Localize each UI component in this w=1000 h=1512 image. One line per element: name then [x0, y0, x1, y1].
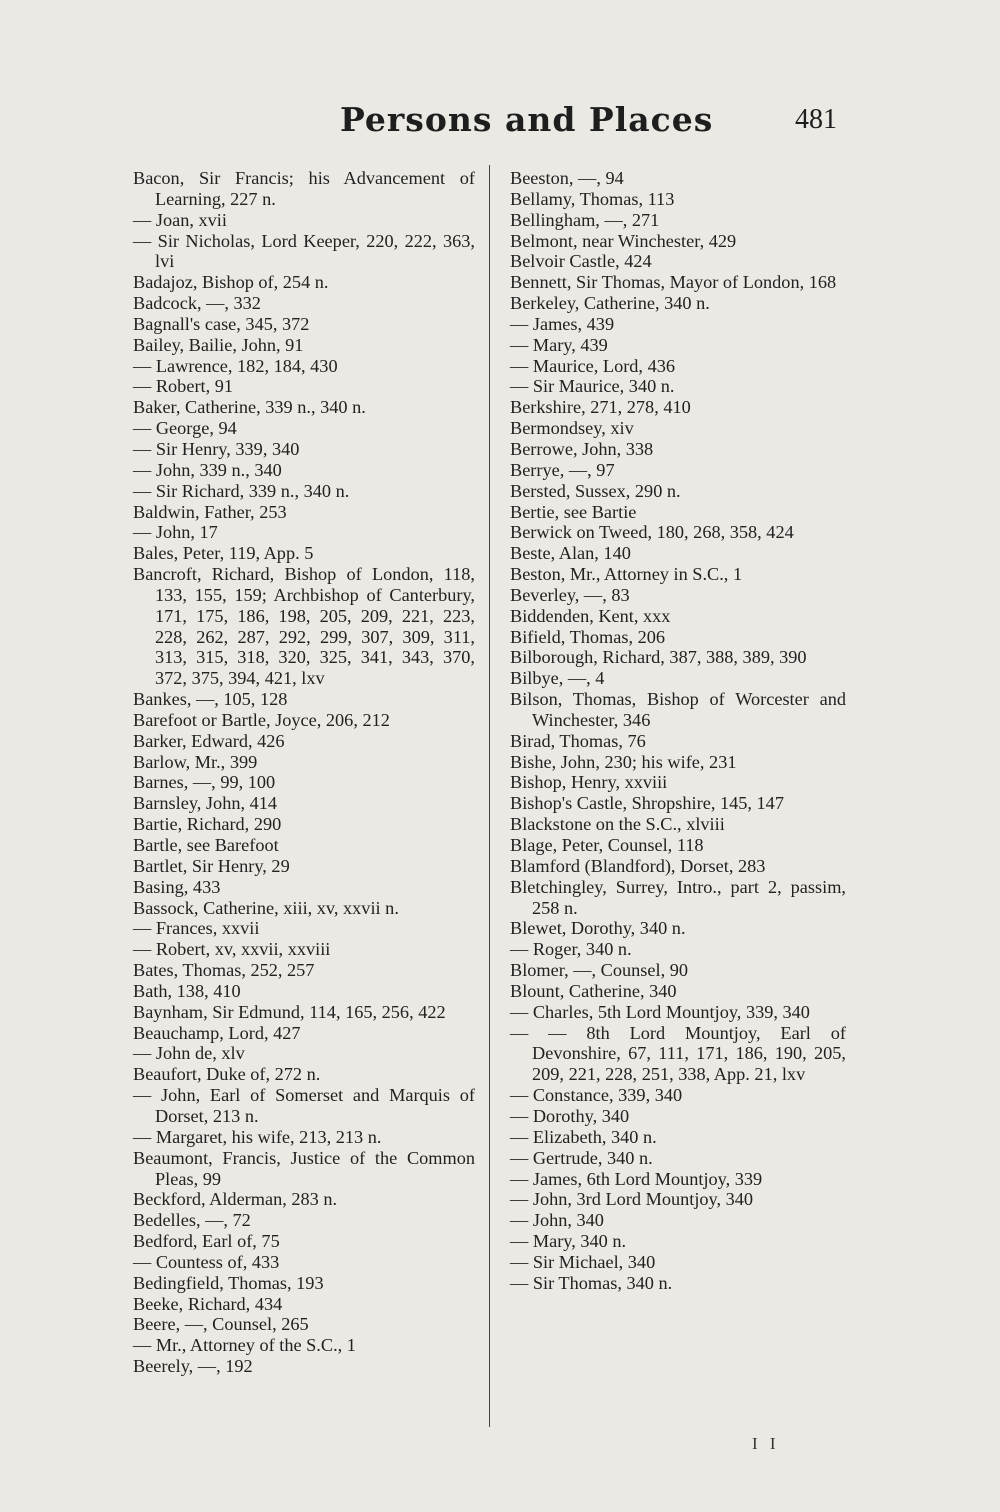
index-entry	[510, 856, 846, 877]
index-entry	[133, 689, 475, 710]
index-entry-text: — Constance, 339, 340	[510, 1085, 683, 1106]
index-entry-text: — Elizabeth, 340 n.	[510, 1126, 657, 1147]
index-entry-text: — Robert, 91	[133, 376, 234, 397]
index-entry-text: Birad, Thomas, 76	[510, 730, 646, 751]
index-entry-text: — John, 339 n., 340	[133, 459, 282, 480]
index-entry-text: — Sir Thomas, 340 n.	[510, 1272, 673, 1293]
index-entry	[510, 231, 846, 252]
index-entry	[510, 731, 846, 752]
index-entry	[133, 210, 475, 231]
index-entry	[133, 814, 475, 835]
index-entry	[133, 1210, 475, 1231]
index-entry	[133, 314, 475, 335]
index-entry	[133, 981, 475, 1002]
index-entry-text: Baynham, Sir Edmund, 114, 165, 256, 422	[133, 1001, 446, 1022]
index-entry-text: Bancroft, Richard, Bishop of London, 118, 133, 155, 159; Archbishop of Canterbury, 171, 175, 186, 198, 205, 209, 221, 223, 228, 262, 287, 292, 299, 307, 309, 311, 313, 315, 318, 320, 325, 341, 343, 370, 372, 375, 394, 421, lxv	[133, 564, 475, 689]
index-entry-text: Barlow, Mr., 399	[133, 751, 258, 772]
index-column-right	[510, 168, 846, 1294]
index-entry-text: Beston, Mr., Attorney in S.C., 1	[510, 564, 743, 585]
index-entry	[510, 877, 846, 919]
index-entry	[133, 1043, 475, 1064]
index-entry	[510, 356, 846, 377]
index-entry-text: Barker, Edward, 426	[133, 730, 285, 751]
index-entry-text: — James, 6th Lord Mountjoy, 339	[510, 1168, 763, 1189]
index-entry	[510, 272, 846, 293]
index-entry-text: Bedingfield, Thomas, 193	[133, 1272, 324, 1293]
index-entry	[133, 460, 475, 481]
index-entry-text: — James, 439	[510, 313, 615, 334]
index-entry	[510, 210, 846, 231]
signature-mark: I I	[752, 1434, 780, 1453]
index-entry-text: Bartie, Richard, 290	[133, 814, 282, 835]
index-entry	[510, 564, 846, 585]
index-entry	[133, 1356, 475, 1377]
index-entry-text: Bacon, Sir Francis; his Advancement of Learning, 227 n.	[133, 168, 475, 209]
index-entry	[510, 835, 846, 856]
index-entry	[510, 1148, 846, 1169]
index-entry	[510, 439, 846, 460]
index-entry-text: Beeston, —, 94	[510, 168, 624, 188]
index-entry-text: Badajoz, Bishop of, 254 n.	[133, 272, 329, 293]
index-entry	[510, 1085, 846, 1106]
index-entry-text: Berwick on Tweed, 180, 268, 358, 424	[510, 522, 794, 543]
page-number: 481	[795, 104, 837, 135]
index-entry	[133, 293, 475, 314]
index-entry	[133, 1252, 475, 1273]
index-entry	[133, 418, 475, 439]
index-entry-text: Beckford, Alderman, 283 n.	[133, 1189, 338, 1210]
index-entry	[133, 960, 475, 981]
index-entry-text: Barnes, —, 99, 100	[133, 772, 276, 793]
index-entry-text: Beauchamp, Lord, 427	[133, 1022, 301, 1043]
index-entry-text: Berrye, —, 97	[510, 459, 615, 480]
index-entry-text: Bersted, Sussex, 290 n.	[510, 480, 681, 501]
index-entry-text: Bilbye, —, 4	[510, 668, 605, 689]
index-entry-text: Bishop's Castle, Shropshire, 145, 147	[510, 793, 784, 814]
index-entry-text: — Sir Michael, 340	[510, 1251, 656, 1272]
index-entry-text: — Mary, 439	[510, 334, 608, 355]
index-entry	[133, 376, 475, 397]
index-entry	[510, 918, 846, 939]
index-entry-text: — George, 94	[133, 418, 237, 439]
index-entry-text: Basing, 433	[133, 876, 221, 897]
index-entry	[510, 606, 846, 627]
index-entry-text: — Mary, 340 n.	[510, 1231, 627, 1252]
index-entry-text: Bath, 138, 410	[133, 980, 241, 1001]
index-entry	[133, 1294, 475, 1315]
index-entry	[510, 251, 846, 272]
index-entry	[133, 1314, 475, 1335]
index-entry-text: — Frances, xxvii	[133, 918, 260, 939]
index-entry	[510, 1231, 846, 1252]
index-entry	[133, 1335, 475, 1356]
index-entry-text: Blomer, —, Counsel, 90	[510, 960, 689, 981]
index-entry-text: Bartle, see Barefoot	[133, 835, 279, 855]
index-entry-text: — Robert, xv, xxvii, xxviii	[133, 939, 331, 960]
index-entry-text: Bennett, Sir Thomas, Mayor of London, 168	[510, 272, 837, 293]
index-entry-text: — John, 3rd Lord Mountjoy, 340	[510, 1189, 754, 1210]
index-entry-text: Bishop, Henry, xxviii	[510, 772, 668, 793]
index-entry	[510, 668, 846, 689]
index-entry	[133, 898, 475, 919]
index-entry	[133, 397, 475, 418]
index-entry	[133, 1002, 475, 1023]
index-entry	[510, 1002, 846, 1023]
index-entry-text: Bedelles, —, 72	[133, 1210, 251, 1231]
index-entry	[133, 835, 475, 856]
index-entry-text: Bellingham, —, 271	[510, 209, 660, 230]
index-entry-text: — Sir Nicholas, Lord Keeper, 220, 222, 363, lvi	[133, 230, 475, 272]
index-entry-text: Bailey, Bailie, John, 91	[133, 334, 304, 355]
index-entry-text: — Lawrence, 182, 184, 430	[133, 355, 338, 376]
index-entry-text: Barnsley, John, 414	[133, 793, 278, 814]
index-entry	[510, 481, 846, 502]
index-entry	[133, 272, 475, 293]
index-entry-text: Berkeley, Catherine, 340 n.	[510, 293, 710, 314]
index-entry	[510, 981, 846, 1002]
index-entry-text: Bates, Thomas, 252, 257	[133, 960, 315, 981]
index-entry-text: Beaufort, Duke of, 272 n.	[133, 1064, 321, 1085]
index-entry-text: Bankes, —, 105, 128	[133, 689, 288, 710]
index-entry	[133, 731, 475, 752]
index-entry-text: — Maurice, Lord, 436	[510, 355, 675, 376]
index-entry	[510, 1189, 846, 1210]
index-entry	[510, 543, 846, 564]
index-entry	[510, 689, 846, 731]
index-entry	[510, 1252, 846, 1273]
index-entry	[510, 1106, 846, 1127]
running-head	[0, 100, 1000, 150]
index-entry-text: Blage, Peter, Counsel, 118	[510, 835, 704, 855]
index-entry	[133, 1189, 475, 1210]
index-entry-text: Bedford, Earl of, 75	[133, 1231, 280, 1252]
index-entry	[133, 856, 475, 877]
index-entry-text: Bagnall's case, 345, 372	[133, 313, 310, 334]
index-entry	[510, 418, 846, 439]
index-entry	[510, 1169, 846, 1190]
index-entry-text: Blackstone on the S.C., xlviii	[510, 814, 725, 835]
index-entry-text: Belvoir Castle, 424	[510, 251, 652, 272]
index-entry-text: Bishe, John, 230; his wife, 231	[510, 751, 737, 772]
index-entry	[133, 1273, 475, 1294]
index-entry-text: — John, 17	[133, 522, 218, 543]
index-entry	[510, 1023, 846, 1086]
index-entry-text: — Countess of, 433	[133, 1251, 280, 1272]
index-entry	[133, 1085, 475, 1127]
index-entry	[510, 376, 846, 397]
index-entry-text: — John, 340	[510, 1210, 604, 1231]
index-column-left	[133, 168, 475, 1377]
index-entry	[510, 1273, 846, 1294]
index-entry	[510, 335, 846, 356]
index-entry	[510, 1127, 846, 1148]
index-entry	[133, 939, 475, 960]
index-entry	[510, 960, 846, 981]
index-entry-text: Bartlet, Sir Henry, 29	[133, 855, 290, 876]
index-entry-text: — Margaret, his wife, 213, 213 n.	[133, 1126, 382, 1147]
index-entry	[133, 710, 475, 731]
index-entry-text: Bellamy, Thomas, 113	[510, 188, 675, 209]
index-entry	[133, 1023, 475, 1044]
index-entry-text: Beaumont, Francis, Justice of the Common Pleas, 99	[133, 1147, 475, 1189]
index-entry-text: Baldwin, Father, 253	[133, 501, 287, 522]
index-entry	[510, 627, 846, 648]
index-entry	[133, 1064, 475, 1085]
page-title: Persons and Places	[340, 100, 714, 139]
index-entry	[510, 314, 846, 335]
index-entry-text: — Charles, 5th Lord Mountjoy, 339, 340	[510, 1001, 810, 1022]
index-entry	[133, 481, 475, 502]
index-entry	[133, 522, 475, 543]
index-entry	[510, 647, 846, 668]
index-entry	[510, 397, 846, 418]
index-entry-text: Berrowe, John, 338	[510, 438, 654, 459]
index-entry-text: Beerely, —, 192	[133, 1356, 253, 1377]
index-entry-text: Badcock, —, 332	[133, 293, 261, 314]
index-entry	[510, 772, 846, 793]
index-entry	[133, 564, 475, 689]
index-entry-text: Blewet, Dorothy, 340 n.	[510, 918, 686, 939]
index-entry-text: Belmont, near Winchester, 429	[510, 230, 737, 251]
index-entry-text: — Sir Maurice, 340 n.	[510, 376, 675, 397]
index-entry	[133, 918, 475, 939]
index-entry	[510, 939, 846, 960]
index-entry	[133, 1231, 475, 1252]
index-entry-text: Bletchingley, Surrey, Intro., part 2, passim, 258 n.	[510, 876, 846, 918]
index-entry-text: Bertie, see Bartie	[510, 501, 637, 522]
index-entry	[510, 814, 846, 835]
index-entry-text: Berkshire, 271, 278, 410	[510, 397, 691, 418]
index-entry	[133, 168, 475, 210]
index-entry	[510, 460, 846, 481]
index-entry-text: — John, Earl of Somerset and Marquis of Dorset, 213 n.	[133, 1085, 475, 1126]
index-entry	[510, 189, 846, 210]
index-entry	[510, 585, 846, 606]
index-entry-text: Bermondsey, xiv	[510, 418, 634, 439]
index-entry-text: Beste, Alan, 140	[510, 543, 631, 564]
column-divider	[489, 165, 490, 1427]
index-entry	[133, 793, 475, 814]
index-entry	[510, 752, 846, 773]
index-entry	[510, 793, 846, 814]
index-entry-text: Bilborough, Richard, 387, 388, 389, 390	[510, 647, 807, 668]
index-entry	[510, 168, 846, 189]
index-entry	[133, 1148, 475, 1190]
index-entry-text: — Dorothy, 340	[510, 1105, 630, 1126]
index-entry	[133, 439, 475, 460]
index-entry-text: Beere, —, Counsel, 265	[133, 1314, 309, 1335]
index-entry	[133, 231, 475, 273]
index-entry-text: Beverley, —, 83	[510, 584, 630, 605]
index-entry-text: — Sir Henry, 339, 340	[133, 438, 300, 459]
index-entry	[133, 502, 475, 523]
index-entry	[133, 1127, 475, 1148]
index-entry-text: Baker, Catherine, 339 n., 340 n.	[133, 397, 366, 418]
index-entry-text: Blount, Catherine, 340	[510, 980, 677, 1001]
index-entry	[510, 502, 846, 523]
index-entry-text: Bilson, Thomas, Bishop of Worcester and Winchester, 346	[510, 689, 846, 730]
index-entry-text: Bifield, Thomas, 206	[510, 626, 666, 647]
index-entry	[133, 335, 475, 356]
index-entry-text: — Roger, 340 n.	[510, 939, 632, 960]
index-entry	[133, 356, 475, 377]
index-entry-text: Bales, Peter, 119, App. 5	[133, 543, 314, 564]
index-entry-text: — Sir Richard, 339 n., 340 n.	[133, 480, 350, 501]
index-entry	[133, 877, 475, 898]
index-entry-text: Blamford (Blandford), Dorset, 283	[510, 855, 766, 876]
index-entry-text: Bassock, Catherine, xiii, xv, xxvii n.	[133, 897, 399, 918]
index-entry-text: Beeke, Richard, 434	[133, 1293, 283, 1314]
index-entry	[133, 752, 475, 773]
index-entry-text: Biddenden, Kent, xxx	[510, 605, 671, 626]
index-entry	[510, 522, 846, 543]
index-entry-text: Barefoot or Bartle, Joyce, 206, 212	[133, 709, 390, 730]
index-entry-text: — Gertrude, 340 n.	[510, 1147, 653, 1168]
index-entry-text: — Mr., Attorney of the S.C., 1	[133, 1335, 356, 1356]
index-entry-text: — — 8th Lord Mountjoy, Earl of Devonshire, 67, 111, 171, 186, 190, 205, 209, 221, 228, 251, 338, App. 21, lxv	[510, 1022, 846, 1085]
index-entry	[510, 293, 846, 314]
index-entry	[510, 1210, 846, 1231]
index-entry-text: — Joan, xvii	[133, 209, 227, 230]
index-entry-text: — John de, xlv	[133, 1043, 245, 1064]
index-entry	[133, 543, 475, 564]
index-entry	[133, 772, 475, 793]
